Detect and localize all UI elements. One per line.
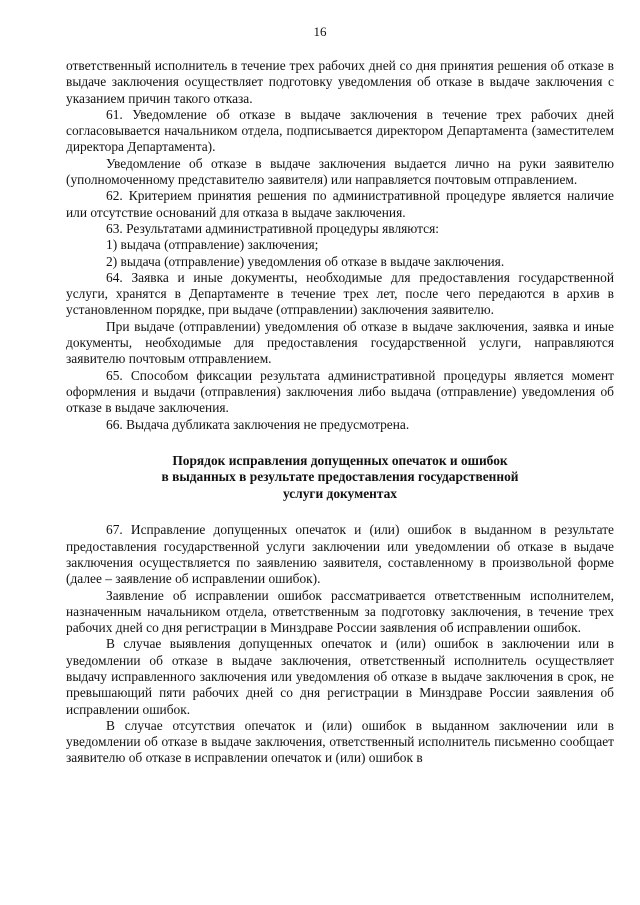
paragraph: 2) выдача (отправление) уведомления об отказе в выдаче заключения.: [106, 253, 505, 269]
paragraph: 61. Уведомление об отказе в выдаче заключения в течение трех рабочих дней согласовывается начальником отдела, подписывается директором Департамента (заместителем директора Департамента).: [66, 106, 614, 155]
paragraph: 1) выдача (отправление) заключения;: [106, 237, 319, 253]
paragraph: В случае выявления допущенных опечаток и (или) ошибок в заключении или в уведомлении об отказе в выдаче заключения, ответственный исполнитель осуществляет выдачу исправленного заключения или уведомления об отказе в выдаче заключения в срок, не превышающий пяти рабочих дней со дня регистрации в Минздраве России заявления об исправлении ошибок.: [66, 636, 614, 717]
paragraph: Заявление об исправлении ошибок рассматривается ответственным исполнителем, назначенным начальником отдела, ответственным за подготовку заключения, в течение трех рабочих дней со дня регистрации в Минздраве России заявления об исправлении ошибок.: [66, 587, 614, 636]
heading-line-2: в выданных в результате предоставления государственной: [161, 469, 519, 485]
section-heading: [66, 453, 614, 503]
paragraph: 64. Заявка и иные документы, необходимые для предоставления государственной услуги, хранятся в Департаменте в течение трех лет, после чего передаются в архив в установленном порядке, при выдаче (отправлении) заключения заявителю.: [66, 269, 614, 318]
document-body: [66, 58, 614, 767]
paragraph: Уведомление об отказе в выдаче заключения выдается лично на руки заявителю (уполномоченному представителю заявителя) или направляется почтовым отправлением.: [66, 155, 614, 188]
paragraph: 67. Исправление допущенных опечаток и (или) ошибок в выданном в результате предоставления государственной услуги заключении или уведомлении об отказе в выдаче заключения осуществляется по заявлению заявителя, составленному в произвольной форме (далее – заявление об исправлении ошибок).: [66, 522, 614, 587]
paragraph: 63. Результатами административной процедуры являются:: [106, 220, 439, 236]
paragraphs-before: [66, 58, 614, 433]
paragraph: 62. Критерием принятия решения по административной процедуре является наличие или отсутствие оснований для отказа в выдаче заключения.: [66, 188, 614, 220]
heading-line-1: Порядок исправления допущенных опечаток и ошибок: [172, 452, 508, 468]
paragraph: ответственный исполнитель в течение трех рабочих дней со дня принятия решения об отказе в выдаче заключения осуществляет подготовку уведомления об отказе в выдаче заключения с указанием причин такого отказа.: [66, 58, 614, 106]
paragraph: В случае отсутствия опечаток и (или) ошибок в выданном заключении или в уведомлении об отказе в выдаче заключения, ответственный исполнитель письменно сообщает заявителю об отказе в исправлении опечаток и (или) ошибок в: [66, 717, 614, 766]
page-number: 16: [313, 24, 327, 39]
paragraph: 65. Способом фиксации результата административной процедуры является момент оформления и выдачи (отправления) заключения либо выдача (отправление) уведомления об отказе в выдаче заключения.: [66, 367, 614, 416]
paragraphs-after: [66, 522, 614, 766]
paragraph: 66. Выдача дубликата заключения не предусмотрена.: [106, 416, 410, 432]
heading-line-3: услуги документах: [282, 485, 397, 501]
paragraph: При выдаче (отправлении) уведомления об отказе в выдаче заключения, заявка и иные документы, необходимые для предоставления государственной услуги, направляются заявителю почтовым отправлением.: [66, 318, 614, 367]
